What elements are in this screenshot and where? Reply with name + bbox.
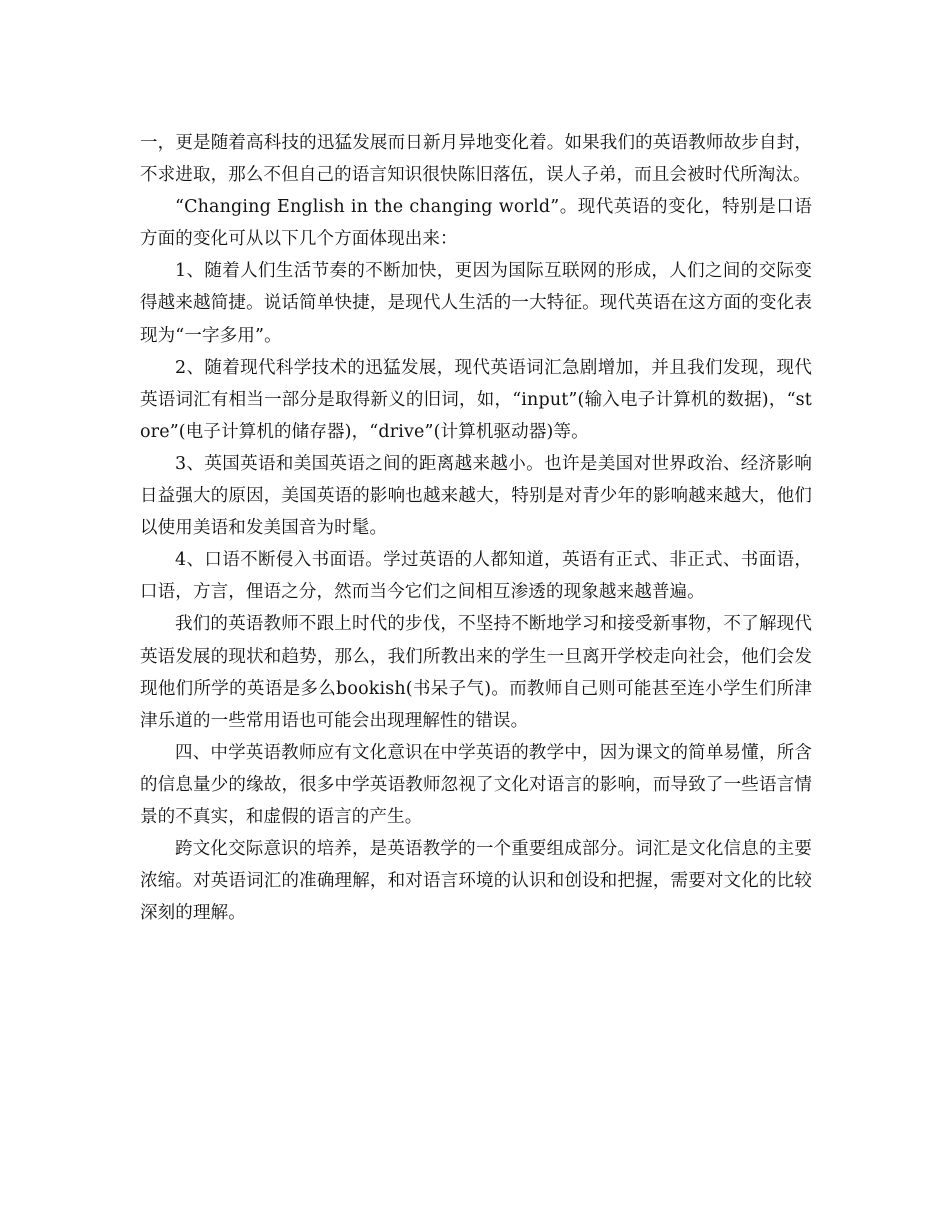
paragraph-point-4: 4、口语不断侵入书面语。学过英语的人都知道，英语有正式、非正式、书面语，口语，方言，俚语之分，然而当今它们之间相互渗透的现象越来越普遍。	[140, 550, 812, 603]
paragraph-changing-english: “Changing English in the changing world”。现代英语的变化，特别是口语方面的变化可从以下几个方面体现出来：	[140, 197, 812, 250]
paragraph-continuation: 一，更是随着高科技的迅猛发展而日新月异地变化着。如果我们的英语教师故步自封，不求进取，那么不但自己的语言知识很快陈旧落伍，误人子弟，而且会被时代所淘汰。	[140, 133, 812, 186]
paragraph-teachers: 我们的英语教师不跟上时代的步伐，不坚持不断地学习和接受新事物，不了解现代英语发展的现状和趋势，那么，我们所教出来的学生一旦离开学校走向社会，他们会发现他们所学的英语是多么bookish(书呆子气)。而教师自己则可能甚至连小学生们所津津乐道的一些常用语也可能会出现理解性的错误。	[140, 614, 812, 731]
paragraph-point-2: 2、随着现代科学技术的迅猛发展，现代英语词汇急剧增加，并且我们发现，现代英语词汇有相当一部分是取得新义的旧词，如，“input”(输入电子计算机的数据)，“store”(电子计算机的储存器)，“drive”(计算机驱动器)等。	[140, 357, 812, 442]
paragraph-point-3: 3、英国英语和美国英语之间的距离越来越小。也许是美国对世界政治、经济影响日益强大的原因，美国英语的影响也越来越大，特别是对青少年的影响越来越大，他们以使用美语和发美国音为时髦。	[140, 453, 812, 539]
paragraph-section-four: 四、中学英语教师应有文化意识在中学英语的教学中，因为课文的简单易懂，所含的信息量少的缘故，很多中学英语教师忽视了文化对语言的影响，而导致了一些语言情景的不真实，和虚假的语言的产生。	[140, 742, 812, 827]
paragraph-point-1: 1、随着人们生活节奏的不断加快，更因为国际互联网的形成，人们之间的交际变得越来越简捷。说话简单快捷，是现代人生活的一大特征。现代英语在这方面的变化表现为“一字多用”。	[140, 261, 812, 346]
paragraph-intercultural: 跨文化交际意识的培养，是英语教学的一个重要组成部分。词汇是文化信息的主要浓缩。对英语词汇的准确理解，和对语言环境的认识和创设和把握，需要对文化的比较深刻的理解。	[140, 839, 812, 924]
document-body	[140, 127, 812, 929]
